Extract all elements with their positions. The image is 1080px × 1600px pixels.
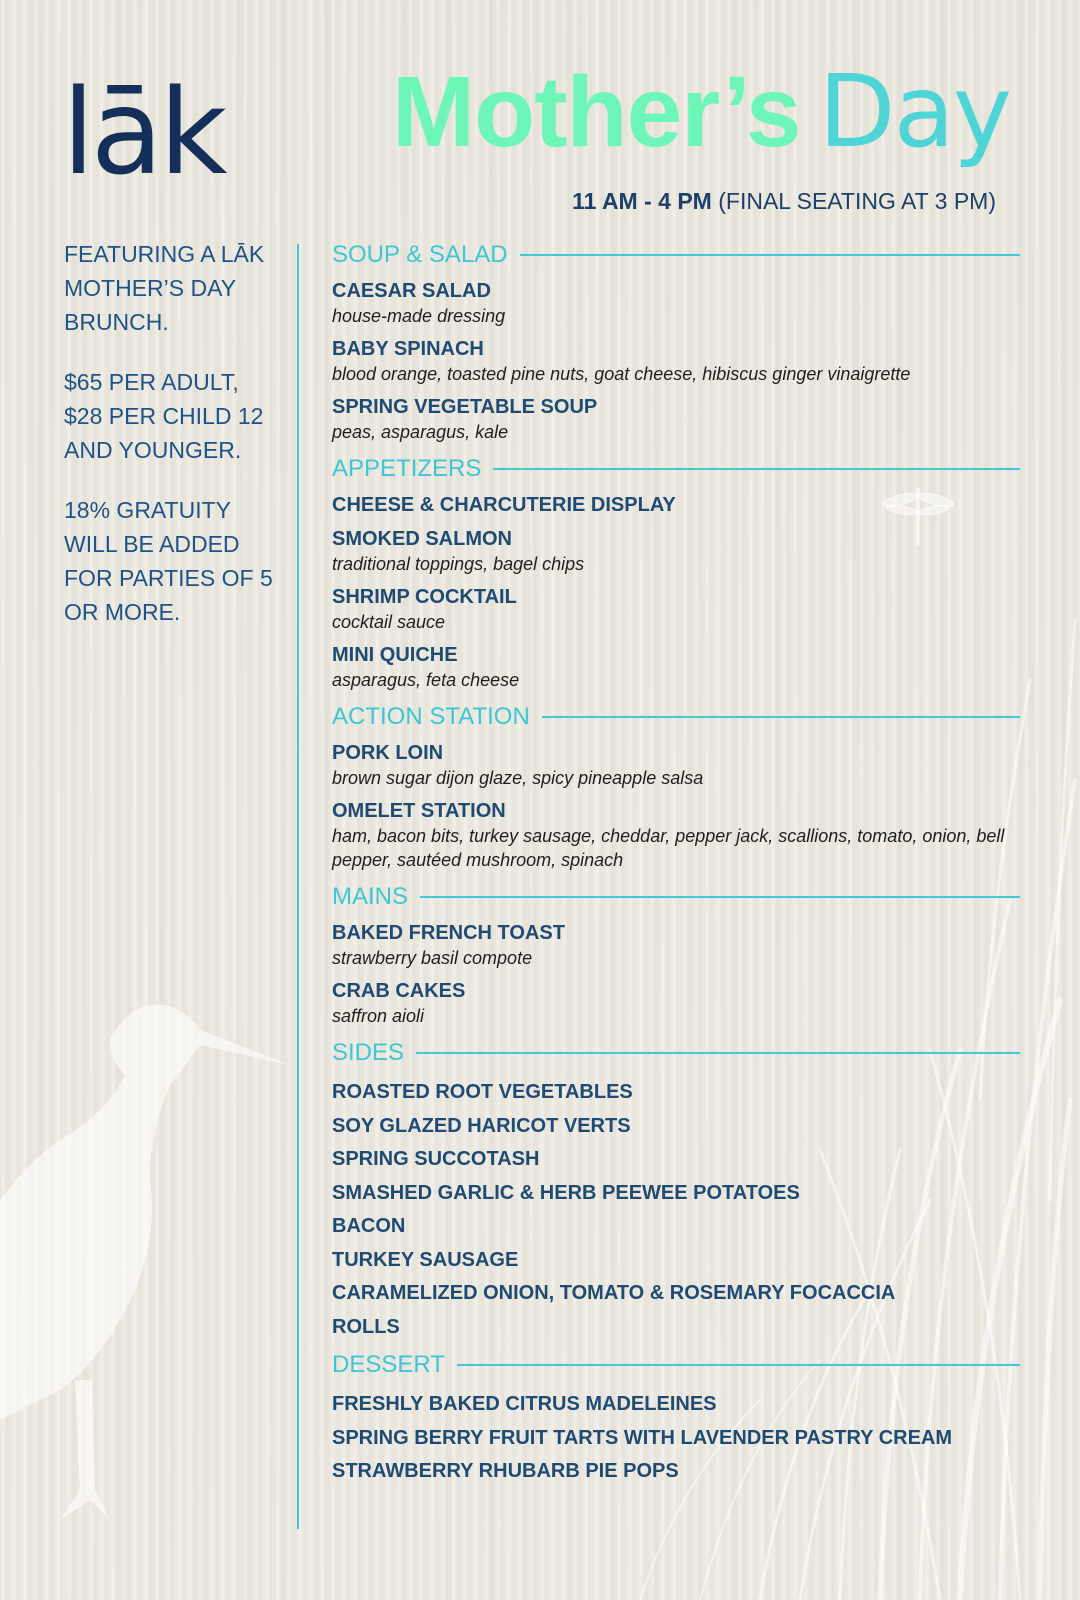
item-name: ROASTED ROOT VEGETABLES bbox=[332, 1081, 633, 1103]
menu-item bbox=[332, 740, 1020, 790]
menu-item bbox=[332, 584, 1020, 634]
menu-item bbox=[332, 1076, 1020, 1110]
section-rule bbox=[420, 896, 1020, 898]
item-name: TURKEY SAUSAGE bbox=[332, 1248, 519, 1271]
item-name: MINI QUICHE bbox=[332, 644, 458, 666]
menu-item bbox=[332, 336, 1020, 386]
item-name: BACON bbox=[332, 1215, 406, 1237]
hours-time: 11 AM - 4 PM bbox=[572, 188, 712, 214]
item-desc: peas, asparagus, kale bbox=[332, 422, 509, 442]
title-bold: Mother’s bbox=[391, 56, 801, 168]
section-rule bbox=[542, 716, 1020, 718]
section-header bbox=[332, 1036, 1020, 1069]
section-soup-salad bbox=[332, 238, 1020, 444]
menu-item bbox=[332, 278, 1020, 328]
menu-item bbox=[332, 492, 1020, 518]
section-title: MAINS bbox=[332, 882, 409, 910]
item-name: CARAMELIZED ONION, TOMATO & ROSEMARY FOCACCIA bbox=[332, 1282, 896, 1304]
menu-item bbox=[332, 394, 1020, 444]
item-name: CRAB CAKES bbox=[332, 980, 466, 1002]
menu-item bbox=[332, 1277, 1020, 1311]
section-header bbox=[332, 452, 1020, 485]
menu-item bbox=[332, 1422, 1020, 1456]
item-desc: brown sugar dijon glaze, spicy pineapple salsa bbox=[332, 768, 704, 788]
section-title: DESSERT bbox=[332, 1350, 445, 1378]
section-mains bbox=[332, 880, 1020, 1028]
section-action-station bbox=[332, 700, 1020, 872]
item-name: SMASHED GARLIC & HERB PEEWEE POTATOES bbox=[332, 1181, 800, 1204]
item-name: SPRING VEGETABLE SOUP bbox=[332, 396, 598, 418]
heron-silhouette-icon bbox=[0, 1004, 290, 1520]
item-name: SOY GLAZED HARICOT VERTS bbox=[332, 1114, 631, 1137]
section-title: SIDES bbox=[332, 1038, 405, 1066]
menu-item bbox=[332, 1311, 1020, 1345]
item-desc: ham, bacon bits, turkey sausage, cheddar, pepper jack, scallions, tomato, onion, bell pepper, sautéed mushroom, spinach bbox=[332, 826, 1005, 870]
menu-item bbox=[332, 642, 1020, 692]
menu-item bbox=[332, 1143, 1020, 1177]
sidebar-pricing: $65 PER ADULT, $28 PER CHILD 12 AND YOUNGER. bbox=[64, 369, 264, 463]
menu-item bbox=[332, 1244, 1020, 1278]
title-light: Day bbox=[818, 53, 1010, 170]
section-title: SOUP & SALAD bbox=[332, 240, 508, 268]
section-rule bbox=[416, 1052, 1020, 1054]
hours-line bbox=[572, 188, 996, 215]
item-desc: traditional toppings, bagel chips bbox=[332, 554, 585, 574]
item-name: ROLLS bbox=[332, 1315, 400, 1338]
section-rule bbox=[493, 468, 1020, 470]
menu-item bbox=[332, 1388, 1020, 1422]
sidebar-intro: FEATURING A LĀK MOTHER’S DAY BRUNCH. bbox=[64, 241, 265, 335]
item-name: SPRING BERRY FRUIT TARTS WITH LAVENDER PASTRY CREAM bbox=[332, 1426, 953, 1449]
item-name: SMOKED SALMON bbox=[332, 528, 512, 550]
menu-item bbox=[332, 1177, 1020, 1211]
menu-item bbox=[332, 978, 1020, 1028]
section-title: ACTION STATION bbox=[332, 702, 530, 730]
item-name: STRAWBERRY RHUBARB PIE POPS bbox=[332, 1460, 679, 1482]
page-title bbox=[392, 52, 1010, 172]
item-name: PORK LOIN bbox=[332, 742, 444, 764]
item-name: SPRING SUCCOTASH bbox=[332, 1148, 540, 1170]
item-name: BAKED FRENCH TOAST bbox=[332, 922, 565, 944]
item-name: OMELET STATION bbox=[332, 800, 506, 822]
menu-item bbox=[332, 920, 1020, 970]
info-sidebar bbox=[64, 237, 274, 655]
section-appetizers bbox=[332, 452, 1020, 692]
menu-item bbox=[332, 1110, 1020, 1144]
item-name: CHEESE & CHARCUTERIE DISPLAY bbox=[332, 494, 676, 516]
section-sides bbox=[332, 1036, 1020, 1344]
item-name: BABY SPINACH bbox=[332, 338, 484, 360]
section-header bbox=[332, 880, 1020, 913]
item-desc: saffron aioli bbox=[332, 1006, 425, 1026]
section-rule bbox=[520, 254, 1020, 256]
sidebar-gratuity: 18% GRATUITY WILL BE ADDED FOR PARTIES OF 5 OR MORE. bbox=[64, 497, 273, 625]
item-desc: house-made dressing bbox=[332, 306, 506, 326]
section-dessert bbox=[332, 1348, 1020, 1489]
section-header bbox=[332, 1348, 1020, 1381]
section-header bbox=[332, 238, 1020, 271]
item-name: FRESHLY BAKED CITRUS MADELEINES bbox=[332, 1393, 717, 1415]
menu-item bbox=[332, 526, 1020, 576]
menu-item bbox=[332, 798, 1020, 872]
section-title: APPETIZERS bbox=[332, 454, 482, 482]
item-desc: blood orange, toasted pine nuts, goat cheese, hibiscus ginger vinaigrette bbox=[332, 364, 911, 384]
hours-note: (FINAL SEATING AT 3 PM) bbox=[718, 188, 996, 214]
section-rule bbox=[457, 1364, 1020, 1366]
vertical-divider bbox=[297, 244, 299, 1529]
logo-text: lāk bbox=[62, 63, 224, 201]
item-name: CAESAR SALAD bbox=[332, 280, 491, 302]
item-desc: cocktail sauce bbox=[332, 612, 446, 632]
section-header bbox=[332, 700, 1020, 733]
menu-item bbox=[332, 1455, 1020, 1489]
menu bbox=[332, 238, 1020, 1493]
item-name: SHRIMP COCKTAIL bbox=[332, 586, 517, 608]
item-desc: strawberry basil compote bbox=[332, 948, 533, 968]
item-desc: asparagus, feta cheese bbox=[332, 670, 520, 690]
brand-logo bbox=[62, 63, 262, 201]
menu-item bbox=[332, 1210, 1020, 1244]
